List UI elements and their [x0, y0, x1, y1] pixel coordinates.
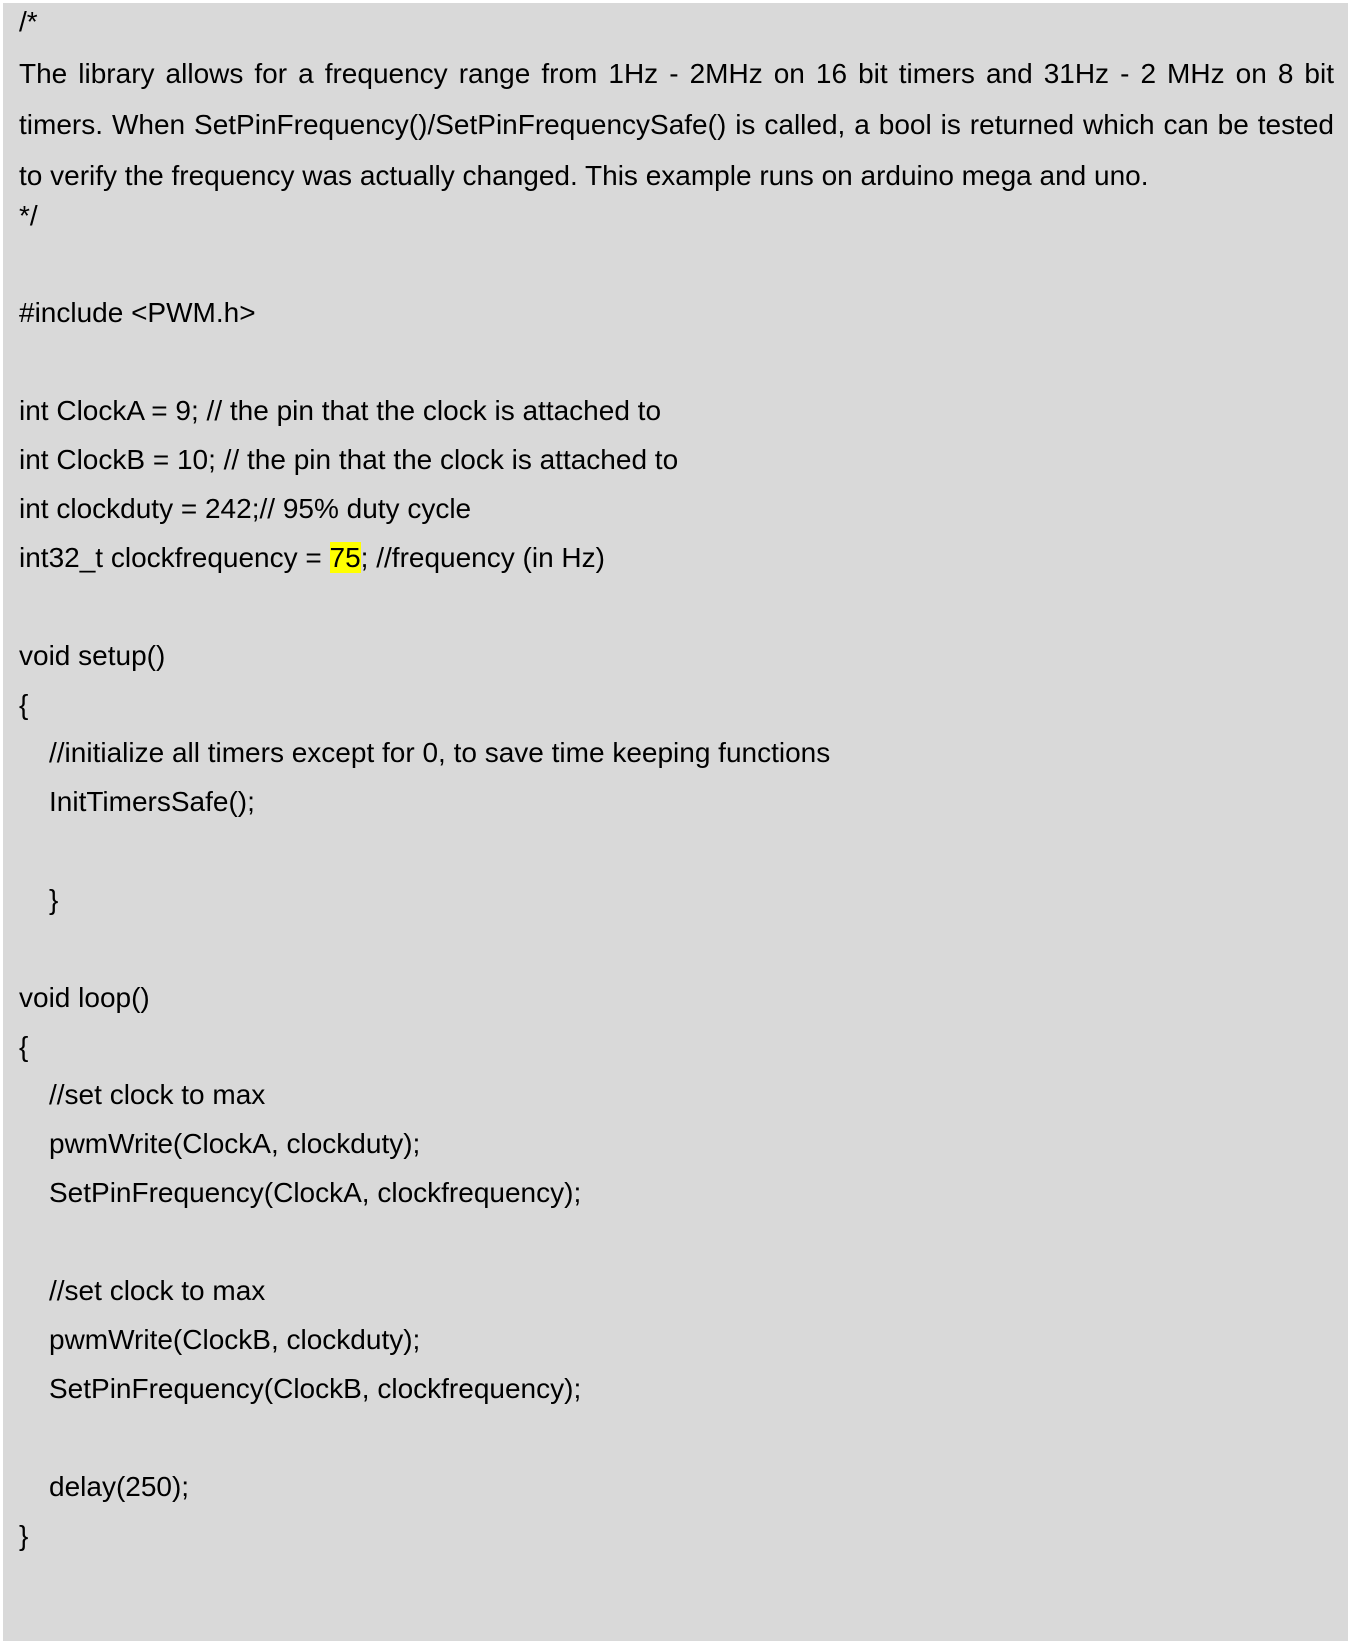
loop-freq-b: SetPinFrequency(ClockB, clockfrequency); — [49, 1373, 582, 1404]
loop-delay: delay(250); — [49, 1471, 190, 1502]
loop-pwm-b: pwmWrite(ClockB, clockduty); — [49, 1324, 421, 1355]
setup-open-brace: { — [19, 689, 29, 720]
clock-a-declaration: int ClockA = 9; // the pin that the clock is attached to — [19, 395, 662, 426]
comment-close: */ — [19, 200, 38, 231]
setup-close-brace: } — [49, 884, 59, 915]
freq-prefix: int32_t clockfrequency = — [19, 542, 330, 573]
loop-open-brace: { — [19, 1031, 29, 1062]
loop-comment-a: //set clock to max — [49, 1079, 266, 1110]
setup-call: InitTimersSafe(); — [49, 786, 255, 817]
freq-suffix: ; //frequency (in Hz) — [360, 542, 605, 573]
comment-body: The library allows for a frequency range from 1Hz - 2MHz on 16 bit timers and 31Hz - 2 MHz on 8 bit timers. When SetPinFrequency()/SetPinFrequencySafe() is called, a bool is returned which can be tested to verify the frequency was actually changed. This example runs on arduino mega and uno. — [19, 58, 1334, 191]
setup-signature: void setup() — [19, 640, 166, 671]
loop-freq-a: SetPinFrequency(ClockA, clockfrequency); — [49, 1177, 582, 1208]
loop-pwm-a: pwmWrite(ClockA, clockduty); — [49, 1128, 421, 1159]
clockfrequency-declaration — [19, 541, 605, 575]
code-block — [3, 3, 1348, 1641]
setup-comment: //initialize all timers except for 0, to save time keeping functions — [49, 737, 831, 768]
comment-open: /* — [19, 6, 38, 37]
clock-b-declaration: int ClockB = 10; // the pin that the clock is attached to — [19, 444, 679, 475]
highlighted-frequency-value: 75 — [329, 542, 361, 573]
clockduty-declaration: int clockduty = 242;// 95% duty cycle — [19, 493, 472, 524]
loop-close-brace: } — [19, 1520, 29, 1551]
include-line: #include <PWM.h> — [19, 297, 256, 328]
loop-comment-b: //set clock to max — [49, 1275, 266, 1306]
loop-signature: void loop() — [19, 982, 150, 1013]
